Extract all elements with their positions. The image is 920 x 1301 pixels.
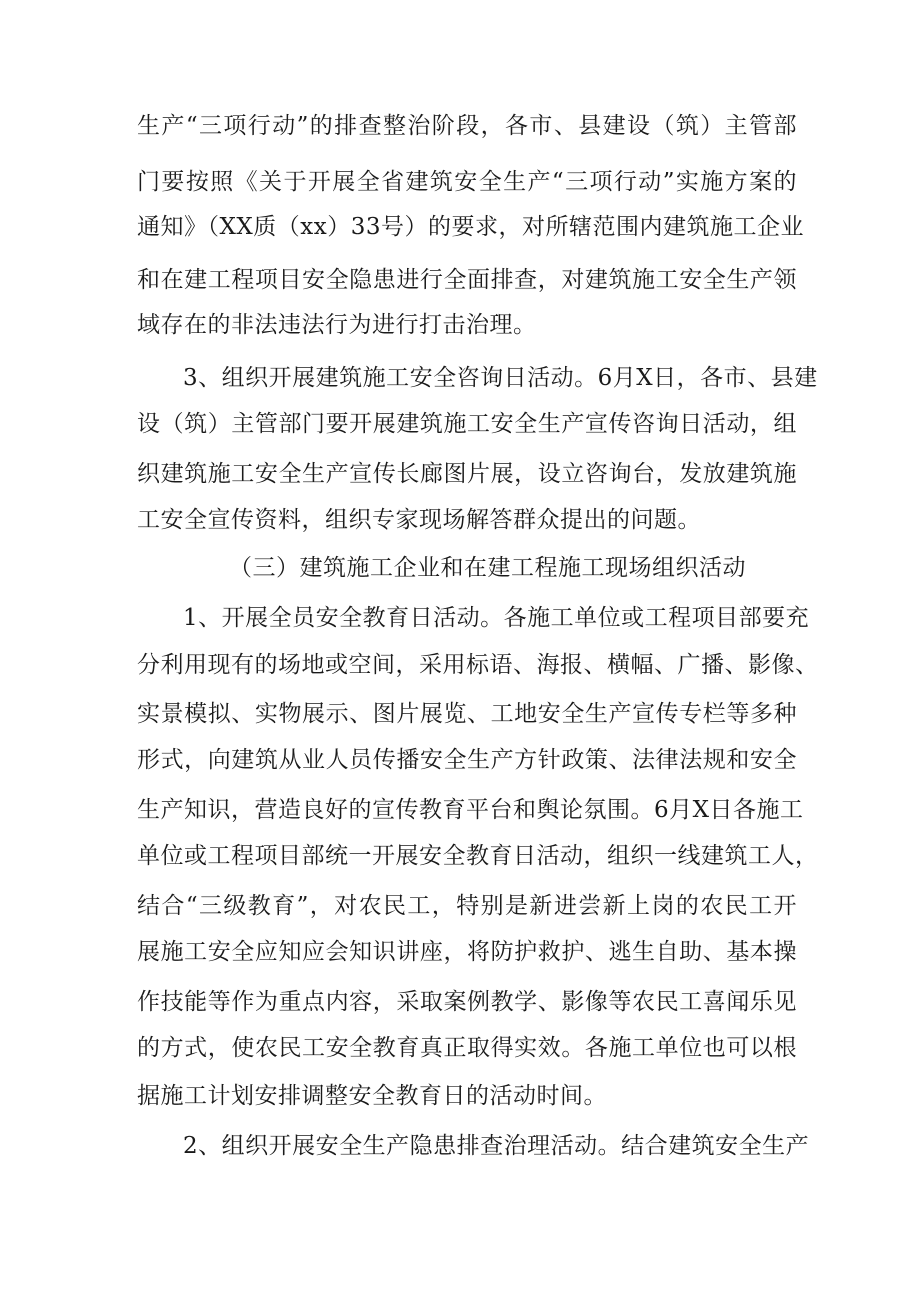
text-line: 形式，向建筑从业人员传播安全生产方针政策、法律法规和安全	[137, 747, 797, 773]
text-line: 分利用现有的场地或空间，采用标语、海报、横幅、广播、影像、	[137, 652, 819, 678]
text-line: 2、组织开展安全生产隐患排查治理活动。结合建筑安全生产	[183, 1133, 810, 1159]
text-line: 1、开展全员安全教育日活动。各施工单位或工程项目部要充	[183, 605, 810, 631]
text-line: 域存在的非法违法行为进行打击治理。	[137, 312, 537, 338]
text-line: 工安全宣传资料，组织专家现场解答群众提出的问题。	[137, 507, 701, 533]
text-line: 作技能等作为重点内容，采取案例教学、影像等农民工喜闻乐见	[137, 989, 797, 1015]
text-line: 据施工计划安排调整安全教育日的活动时间。	[137, 1083, 607, 1109]
text-line: 的方式，使农民工安全教育真正取得实效。各施工单位也可以根	[137, 1035, 797, 1061]
text-line: 单位或工程项目部统一开展安全教育日活动，组织一线建筑工人，	[137, 843, 819, 869]
text-line: 设（筑）主管部门要开展建筑施工安全生产宣传咨询日活动，组	[137, 411, 797, 437]
text-line: 结合“三级教育”，对农民工，特别是新进尝新上岗的农民工开	[137, 893, 797, 919]
text-line: 和在建工程项目安全隐患进行全面排查，对建筑施工安全生产领	[137, 267, 797, 293]
text-line: 门要按照《关于开展全省建筑安全生产“三项行动”实施方案的	[137, 169, 797, 195]
text-line: 展施工安全应知应会知识讲座，将防护救护、逃生自助、基本操	[137, 939, 797, 965]
section-heading: （三）建筑施工企业和在建工程施工现场组织活动	[229, 555, 746, 581]
text-line: 生产“三项行动”的排查整治阶段，各市、县建设（筑）主管部	[137, 113, 797, 139]
text-line: 实景模拟、实物展示、图片展览、工地安全生产宣传专栏等多种	[137, 701, 797, 727]
text-line: 3、组织开展建筑施工安全咨询日活动。6月X日，各市、县建	[183, 365, 818, 391]
text-line: 生产知识，营造良好的宣传教育平台和舆论氛围。6月X日各施工	[137, 797, 804, 823]
text-line: 织建筑施工安全生产宣传长廊图片展，设立咨询台，发放建筑施	[137, 461, 797, 487]
text-line: 通知》（XX质（xx）33号）的要求，对所辖范围内建筑施工企业	[137, 214, 804, 240]
